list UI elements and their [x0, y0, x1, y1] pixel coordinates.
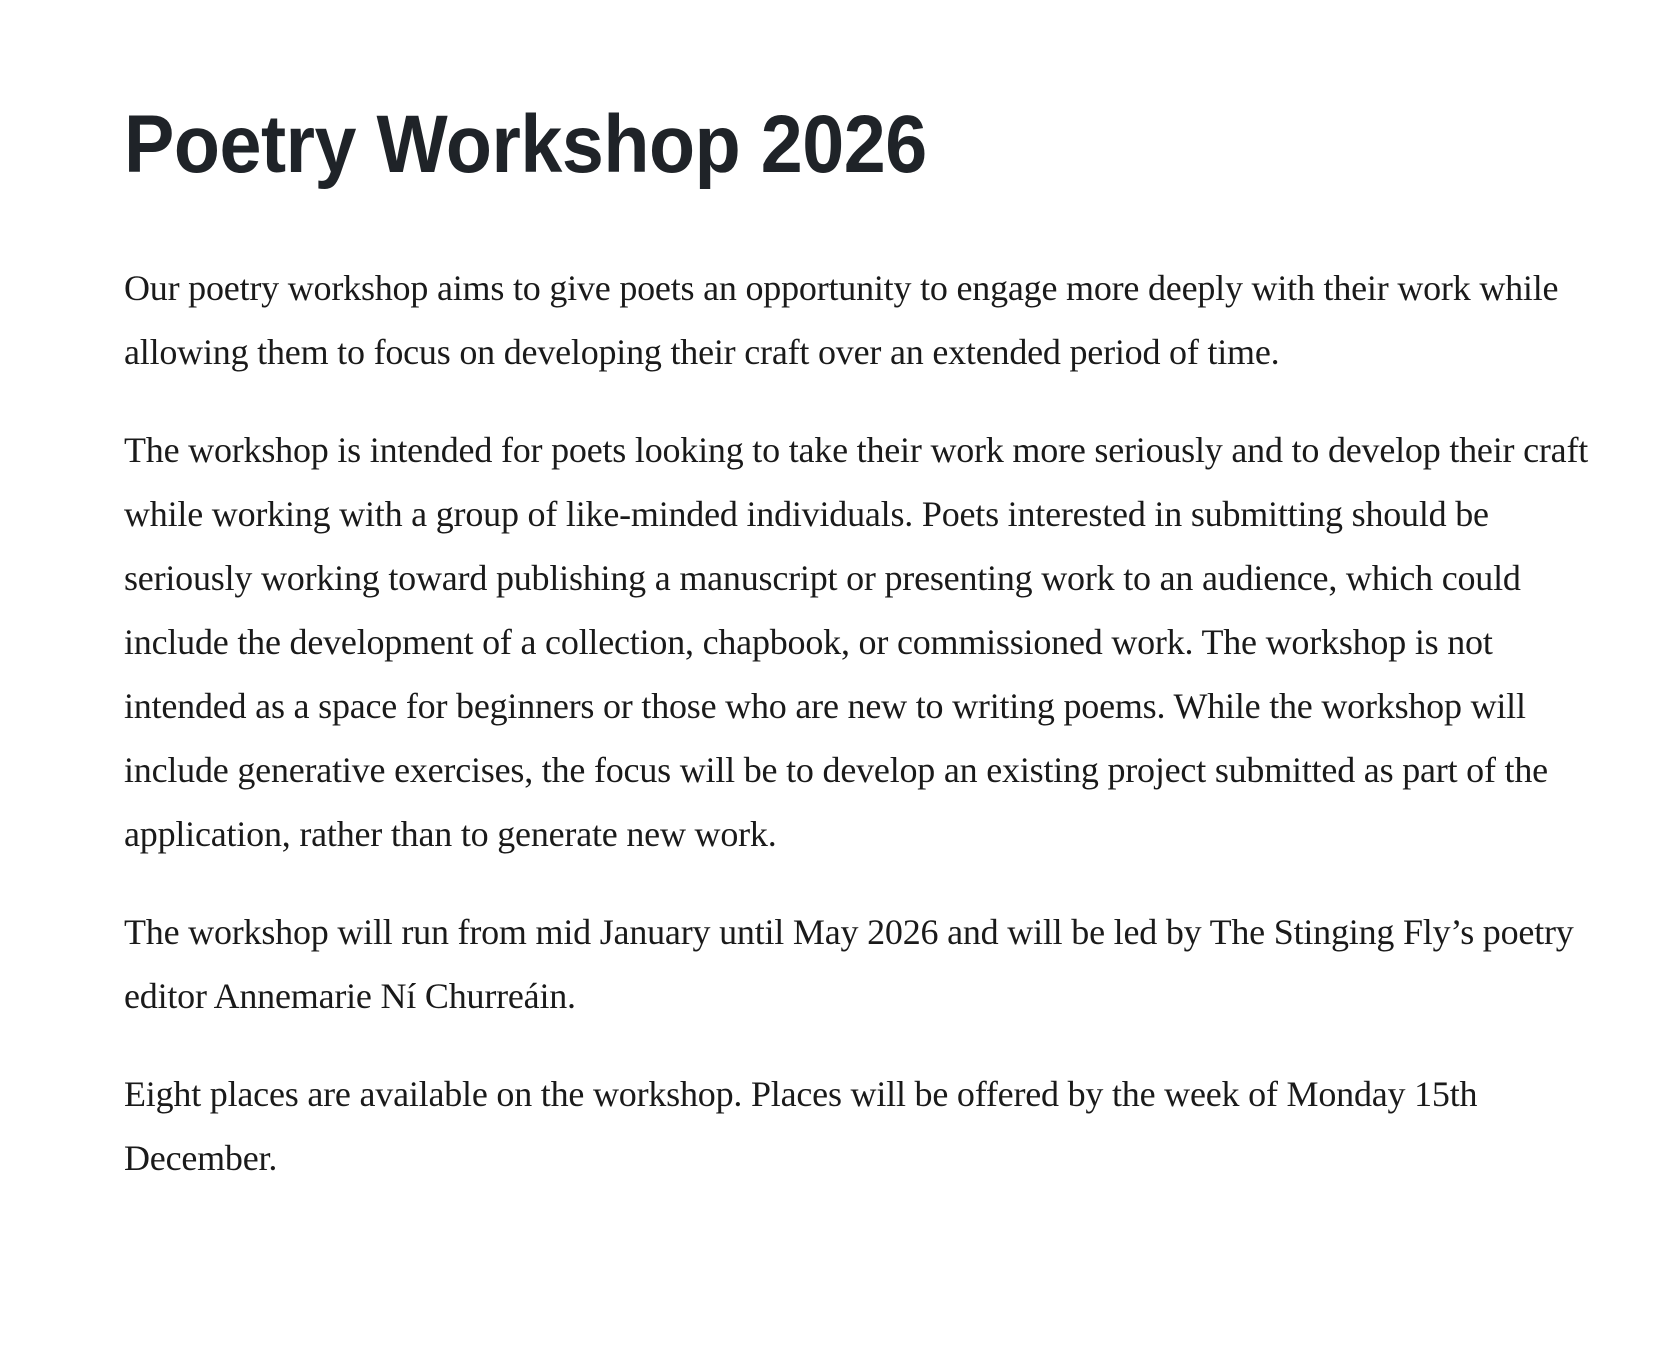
schedule-paragraph: The workshop will run from mid January until May 2026 and will be led by The Stinging Fly’s poetry editor Annemarie Ní Churreáin.: [124, 912, 1574, 1017]
places-paragraph: Eight places are available on the workshop. Places will be offered by the week of Monday 15th December.: [124, 1074, 1478, 1179]
eligibility-paragraph: The workshop is intended for poets looking to take their work more seriously and to develop their craft while working with a group of like-minded individuals. Poets interested in submitting should be seriously working toward publishing a manuscript or presenting work to an audience, which could include the development of a collection, chapbook, or commissioned work. The workshop is not intended as a space for beginners or those who are new to writing poems. While the workshop will include generative exercises, the focus will be to develop an existing project submitted as part of the application, rather than to generate new work.: [124, 430, 1589, 855]
page-title: Poetry Workshop 2026: [124, 99, 927, 190]
article: [124, 100, 1604, 1224]
intro-paragraph: Our poetry workshop aims to give poets an opportunity to engage more deeply with their work while allowing them to focus on developing their craft over an extended period of time.: [124, 268, 1559, 373]
